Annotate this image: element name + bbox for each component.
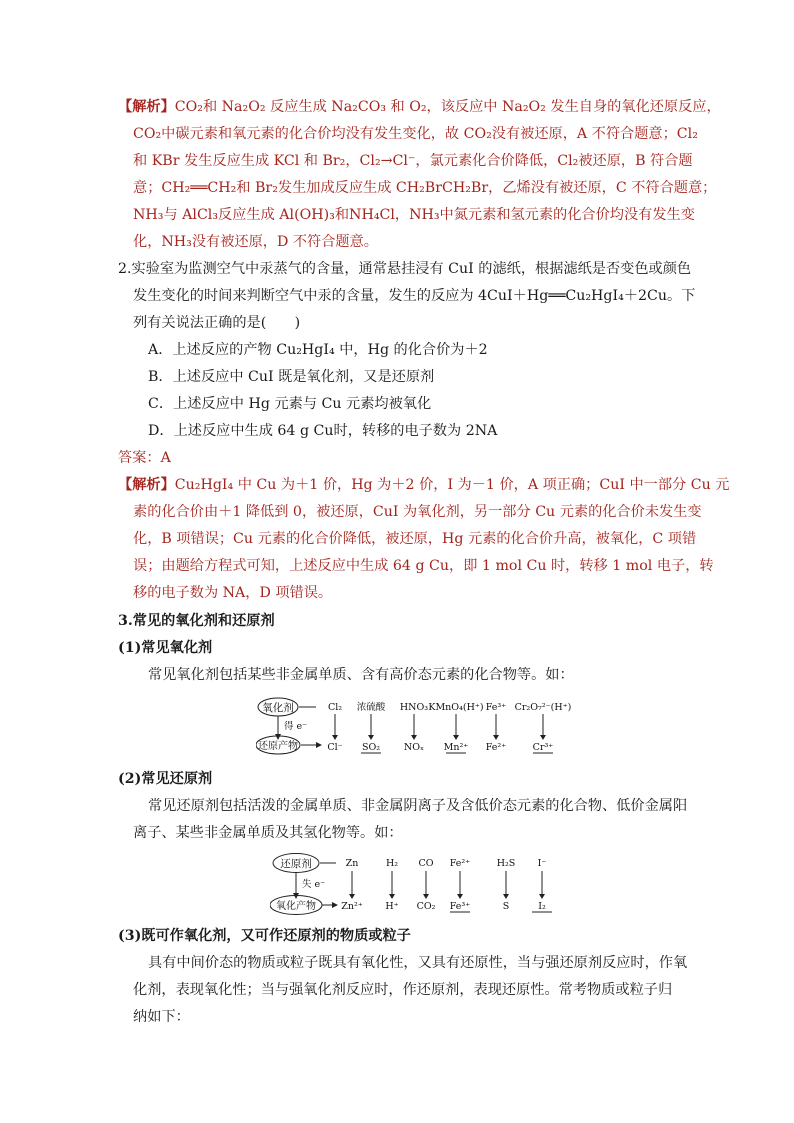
arrow-head [389, 894, 395, 899]
analysis-line: 和 KBr 发生反应生成 KCl 和 Br₂，Cl₂→Cl⁻，氯元素化合价降低，Cl₂被还原，B 符合题 [133, 153, 693, 169]
paragraph: 具有中间价态的物质或粒子既具有氧化性，又具有还原性，当与强还原剂反应时，作氧 化剂，表现氧化性；当与强氧化剂反应时，作还原剂，表现还原性。常考物质或粒子归 纳如下： [133, 955, 688, 1025]
option-d: D．上述反应中生成 64 g Cu时，转移的电子数为 2NA [148, 423, 498, 439]
arrow-head [457, 894, 463, 899]
oxidant-label: 氧化剂 [262, 702, 294, 714]
reactant-label: 浓硫酸 [356, 702, 386, 713]
analysis-line: NH₃与 AlCl₃反应生成 Al(OH)₃和NH₄Cl，NH₃中氮元素和氢元素的化合价均没有发生变 [133, 207, 695, 223]
arrow-head [332, 735, 338, 740]
product-label: Cr³⁺ [532, 742, 554, 753]
product-label: H⁺ [385, 901, 399, 912]
analysis-line: 误；由题给方程式可知，上述反应中生成 64 g Cu，即 1 mol Cu 时，转移 1 mol 电子，转 [133, 558, 714, 574]
oxidation-product-label: 氧化产物 [276, 901, 316, 912]
arrow-head [368, 735, 374, 740]
arrow-head [349, 894, 355, 899]
product-label: Fe³⁺ [449, 901, 471, 912]
gain-electron-label: 得 e⁻ [284, 721, 308, 732]
reactant-label: KMnO₄(H⁺) [428, 702, 484, 713]
q2-analysis [118, 472, 729, 607]
reactant-label: CO [418, 858, 434, 869]
analysis-tag: 【解析】 [118, 99, 175, 115]
q2-options [148, 337, 497, 445]
subsection-heading: (1)常见氧化剂 [118, 640, 213, 656]
analysis-line: 化，NH₃没有被还原，D 不符合题意。 [133, 234, 378, 250]
arrow-head [411, 735, 417, 740]
arrow-head [503, 894, 509, 899]
reactant-label: HNO₃ [399, 702, 429, 713]
paragraph: 常见还原剂包括活泼的金属单质、非金属阴离子及含低价态元素的化合物、低价金属阳 离子、某些非金属单质及其氢化物等。如： [133, 798, 688, 841]
question-line: 2.实验室为监测空气中汞蒸气的含量，通常悬挂浸有 CuI 的滤纸，根据滤纸是否变色或颜色 [118, 261, 692, 277]
product-label: S [502, 901, 510, 912]
arrow-head [493, 735, 499, 740]
subsection-heading: (2)常见还原剂 [118, 771, 213, 787]
reactant-label: I⁻ [537, 858, 547, 869]
analysis-line: Cu₂HgI₄ 中 Cu 为＋1 价，Hg 为＋2 价，I 为－1 价，A 项正确；CuI 中一部分 Cu 元 [174, 477, 730, 493]
section-heading: 3.常见的氧化剂和还原剂 [118, 613, 275, 629]
question-line: 列有关说法正确的是( ) [133, 315, 301, 331]
q2-stem [118, 256, 695, 337]
analysis-line: CO₂和 Na₂O₂ 反应生成 Na₂CO₃ 和 O₂，该反应中 Na₂O₂ 发生自身的氧化还原反应， [174, 99, 721, 115]
question-line: 发生变化的时间来判断空气中汞的含量，发生的反应为 4CuI＋Hg══Cu₂HgI₄＋2Cu。下 [133, 288, 696, 304]
option-a: A．上述反应的产物 Cu₂HgI₄ 中，Hg 的化合价为＋2 [148, 342, 488, 358]
arrow-head [540, 735, 546, 740]
analysis-line: 素的化合价由＋1 降低到 0，被还原，CuI 为氧化剂，另一部分 Cu 元素的化合价未发生变 [133, 504, 702, 520]
reductant-label: 还原剂 [280, 858, 312, 870]
product-label: Mn²⁺ [443, 742, 469, 753]
arrow-head [423, 894, 429, 899]
option-c: C．上述反应中 Hg 元素与 Cu 元素均被氧化 [148, 396, 432, 412]
reactant-label: H₂S [496, 858, 516, 869]
reactant-label: Cr₂O₇²⁻(H⁺) [514, 702, 572, 713]
product-label: I₂ [538, 901, 546, 912]
reactant-label: Cl₂ [327, 702, 343, 713]
reactant-label: Fe³⁺ [485, 702, 507, 713]
product-label: Cl⁻ [327, 742, 343, 753]
paragraph: 常见氧化剂包括某些非金属单质、含有高价态元素的化合物等。如： [148, 667, 574, 683]
product-label: Fe²⁺ [485, 742, 507, 753]
q1-analysis [118, 94, 721, 256]
reactant-label: Zn [345, 858, 359, 869]
product-label: Zn²⁺ [341, 901, 363, 912]
product-label: SO₂ [361, 742, 381, 753]
option-b: B．上述反应中 CuI 既是氧化剂，又是还原剂 [148, 369, 435, 385]
q2-answer: 答案：A [118, 450, 171, 466]
reductant-diagram [270, 851, 560, 917]
analysis-line: 化，B 项错误；Cu 元素的化合价降低，被还原，Hg 元素的化合价升高，被氧化，C 项错 [133, 531, 697, 547]
arrow-head [539, 894, 545, 899]
lose-electron-label: 失 e⁻ [302, 879, 326, 890]
analysis-line: 意；CH₂══CH₂和 Br₂发生加成反应生成 CH₂BrCH₂Br，乙烯没有被还原，C 不符合题意； [133, 180, 717, 196]
subsection-heading: (3)既可作氧化剂，又可作还原剂的物质或粒子 [118, 928, 411, 944]
analysis-line: CO₂中碳元素和氧元素的化合价均没有发生变化，故 CO₂没有被还原，A 不符合题意；Cl₂ [133, 126, 698, 142]
product-label: CO₂ [416, 901, 436, 912]
oxidant-diagram [256, 694, 576, 756]
reactant-label: H₂ [385, 858, 399, 869]
arrow-head [453, 735, 459, 740]
reactant-label: Fe²⁺ [449, 858, 471, 869]
analysis-tag: 【解析】 [118, 477, 175, 493]
analysis-line: 移的电子数为 NA，D 项错误。 [133, 585, 333, 601]
product-label: NOₓ [403, 742, 425, 753]
reduction-product-label: 还原产物 [258, 741, 298, 752]
